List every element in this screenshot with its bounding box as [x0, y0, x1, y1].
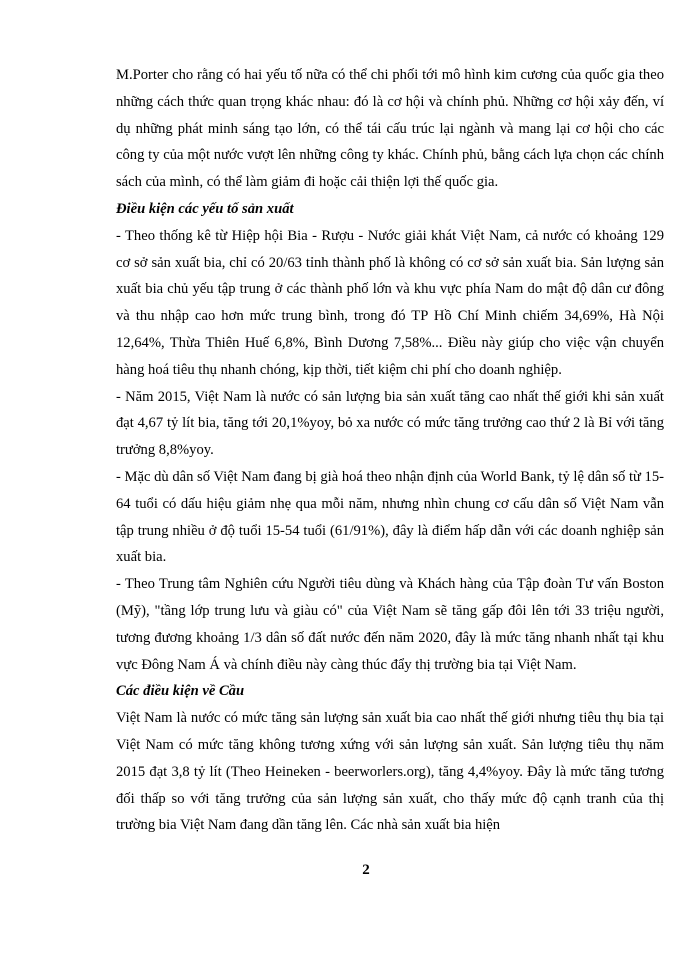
paragraph-factor-2: - Năm 2015, Việt Nam là nước có sản lượng bia sản xuất tăng cao nhất thế giới khi sản xuất đạt 4,67 tỷ lít bia, tăng tới 20,1%yoy, bỏ xa nước có mức tăng trưởng cao thứ 2 là Bỉ với tăng trưởng 8,8%yoy.: [116, 388, 664, 459]
document-body: [116, 62, 664, 839]
paragraph-factor-3: - Mặc dù dân số Việt Nam đang bị già hoá theo nhận định của World Bank, tỷ lệ dân số từ 15-64 tuổi có dấu hiệu giảm nhẹ qua mỗi năm, nhưng nhìn chung cơ cấu dân số Việt Nam vẫn tập trung nhiều ở độ tuổi 15-54 tuổi (61/91%), đây là điểm hấp dẫn với các doanh nghiệp sản xuất bia.: [116, 468, 665, 566]
paragraph-factor-1: - Theo thống kê từ Hiệp hội Bia - Rượu - Nước giải khát Việt Nam, cả nước có khoảng 129 cơ sở sản xuất bia, chỉ có 20/63 tỉnh thành phố là không có cơ sở sản xuất bia. Sản lượng sản xuất bia chủ yếu tập trung ở các thành phố lớn và khu vực phía Nam do mật độ dân cư đông và thu nhập cao hơn mức trung bình, trong đó TP Hồ Chí Minh chiếm 34,69%, Hà Nội 12,64%, Thừa Thiên Huế 6,8%, Bình Dương 7,58%... Điều này giúp cho việc vận chuyển hàng hoá tiêu thụ nhanh chóng, kịp thời, tiết kiệm chi phí cho doanh nghiệp.: [116, 227, 664, 378]
heading-production-factors: Điều kiện các yếu tố sản xuất: [116, 200, 294, 217]
heading-demand-conditions: Các điều kiện về Cầu: [116, 683, 245, 700]
page-number: 2: [362, 862, 370, 878]
paragraph-intro: M.Porter cho rằng có hai yếu tố nữa có thể chi phối tới mô hình kim cương của quốc gia theo những cách thức quan trọng khác nhau: đó là cơ hội và chính phủ. Những cơ hội xảy đến, ví dụ những phát minh sáng tạo lớn, có thể tái cấu trúc lại ngành và mang lại cơ hội cho các công ty của một nước vượt lên những công ty khác. Chính phủ, bằng cách lựa chọn các chính sách của mình, có thể làm giảm đi hoặc cải thiện lợi thế quốc gia.: [116, 67, 664, 191]
paragraph-demand-1: Việt Nam là nước có mức tăng sản lượng sản xuất bia cao nhất thế giới nhưng tiêu thụ bia tại Việt Nam có mức tăng không tương xứng với sản lượng sản xuất. Sản lượng tiêu thụ năm 2015 đạt 3,8 tỷ lít (Theo Heineken - beerworlers.org), tăng 4,4%yoy. Đây là mức tăng tương đối thấp so với tăng trưởng của sản lượng sản xuất, cho thấy mức độ cạnh tranh của thị trường bia Việt Nam đang dần tăng lên. Các nhà sản xuất bia hiện: [116, 710, 664, 834]
paragraph-factor-4: - Theo Trung tâm Nghiên cứu Người tiêu dùng và Khách hàng của Tập đoàn Tư vấn Boston (Mỹ), "tầng lớp trung lưu và giàu có" của Việt Nam sẽ tăng gấp đôi lên tới 33 triệu người, tương đương khoảng 1/3 dân số đất nước đến năm 2020, đây là mức tăng nhanh nhất tại khu vực Đông Nam Á và chính điều này càng thúc đẩy thị trường bia tại Việt Nam.: [116, 576, 664, 673]
